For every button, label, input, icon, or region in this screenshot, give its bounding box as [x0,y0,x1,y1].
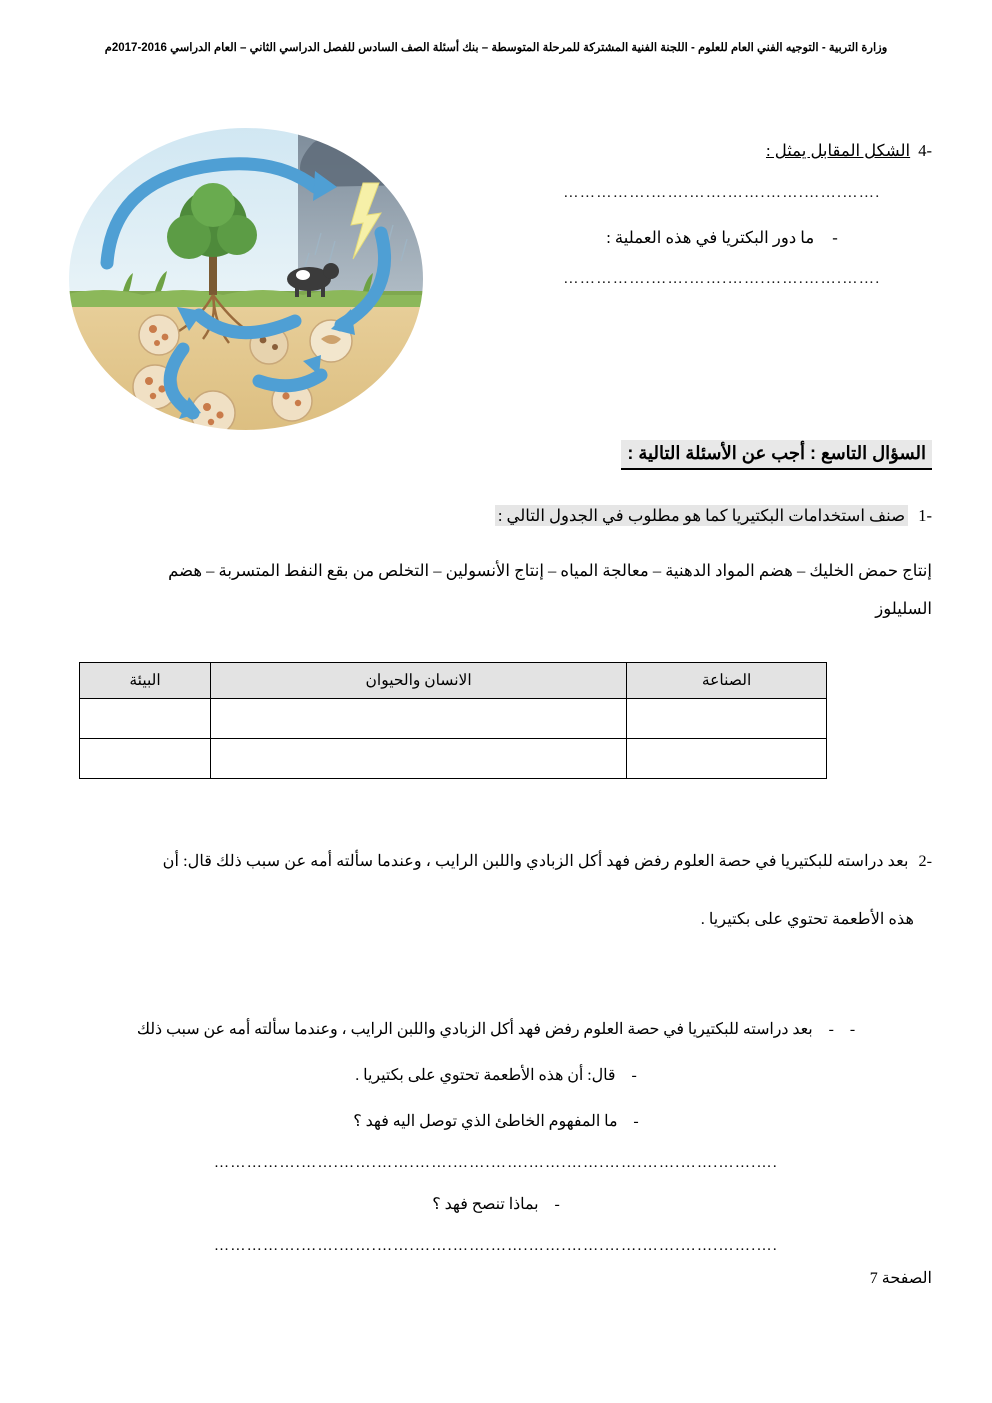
question-4-sub-answer-line[interactable]: …………….…….…….…….…….…….……. [563,271,881,288]
sub-question-4-dash: - [554,1195,560,1213]
sub-question-3-text: ما المفهوم الخاطئ الذي توصل اليه فهد ؟ [353,1113,618,1130]
sub-question-4-answer-line[interactable]: …………….…….…….…….…….…….…….…….…….…….…….…….…….…. [213,1237,779,1254]
item-2-sub-questions [60,1015,932,1272]
question-4-sub-dash: - [832,227,838,247]
item-2-text-continued: هذه الأطعمة تحتوي على بكتيريا . [700,910,914,929]
table-row [80,699,827,739]
question-4-number: -4 [918,141,932,160]
item-2-text: بعد دراسته للبكتيريا في حصة العلوم رفض فهد أكل الزبادي واللبن الرايب ، وعندما سألته أمه عن سبب ذلك قال: أن [162,852,909,870]
section-9-heading-text: السؤال التاسع : أجب عن الأسئلة التالية : [621,440,932,470]
table-header-environment: البيئة [80,663,211,699]
table-header-human-animal: الانسان والحيوان [211,663,627,699]
section-9-item-2 [60,845,932,936]
sub-question-1 [60,1015,932,1045]
table-cell[interactable] [627,739,827,779]
page-number-footer: الصفحة 7 [869,1270,932,1287]
bacteria-usage-table [79,662,827,779]
item-1-usage-list-line-2: السليلوز [875,598,932,618]
question-4-answer-line[interactable]: …………….…….…….…….…….…….……. [563,184,881,201]
table-cell[interactable] [211,739,627,779]
document-header: وزارة التربية - التوجيه الفني العام للعلوم - اللجنة الفنية المشتركة للمرحلة المتوسطة – بنك أسئلة الصف السادس للفصل الدراسي الثاني – العام الدراسي 2016-2017م [104,42,888,54]
section-9-item-1 [60,500,932,531]
table-cell[interactable] [211,699,627,739]
sub-question-2 [60,1061,932,1091]
sub-question-1-dash: - [849,1021,856,1038]
nitrogen-cycle-figure [63,113,429,435]
item-1-number: -1 [918,506,932,525]
sub-question-2-dash: - [631,1067,637,1084]
sub-question-3 [60,1107,932,1137]
question-4-sub-prompt: ما دور البكتريا في هذه العملية : [606,227,815,247]
section-9-heading [62,440,932,470]
table-cell[interactable] [80,739,211,779]
table-row [80,739,827,779]
table-header-industry: الصناعة [627,663,827,699]
item-1-usage-list-line-1: إنتاج حمض الخليك – هضم المواد الدهنية – معالجة المياه – إنتاج الأنسولين – التخلص من بقع النفط المتسربة – هضم [168,561,932,580]
sub-question-3-answer-line[interactable]: …………….…….…….…….…….…….…….…….…….…….…….…….…….…. [213,1155,779,1171]
table-cell[interactable] [627,699,827,739]
sub-question-4-text: بماذا تنصح فهد ؟ [432,1195,539,1213]
sub-question-2-text: قال: أن هذه الأطعمة تحتوي على بكتيريا . [355,1067,616,1084]
table-cell[interactable] [80,699,211,739]
sub-question-1-text: بعد دراسته للبكتيريا في حصة العلوم رفض فهد أكل الزبادي واللبن الرايب ، وعندما سألته أمه عن سبب ذلك [136,1021,813,1038]
item-1-text: صنف استخدامات البكتيريا كما هو مطلوب في الجدول التالي : [495,505,908,526]
question-4-prompt-row [512,134,932,168]
question-4-block [512,134,932,307]
sub-question-4 [60,1190,932,1220]
sub-question-1-dash-2: - [828,1021,834,1038]
sub-question-3-dash: - [633,1113,639,1130]
table-header-row [80,663,827,699]
question-4-sub-row [512,221,932,255]
item-1-usage-list [60,552,932,628]
question-4-prompt: الشكل المقابل يمثل : [766,141,911,160]
item-2-number: -2 [918,852,932,870]
